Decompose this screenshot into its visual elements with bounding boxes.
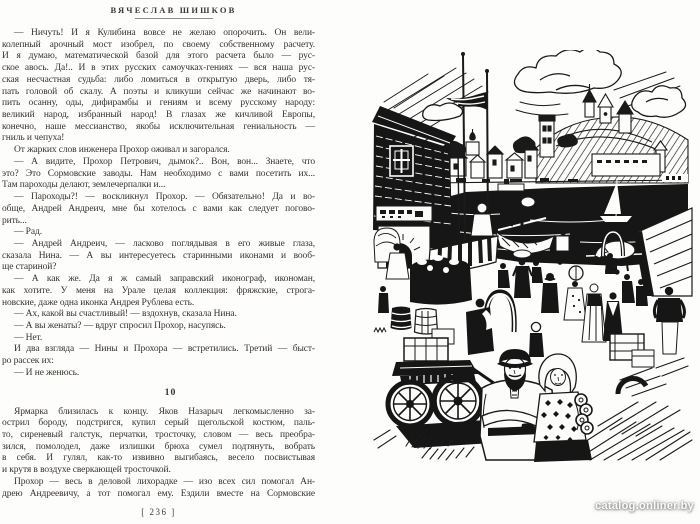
text-line: — А как же. Да я ж самый заправский иконограф, икономан, bbox=[14, 274, 315, 285]
page-number: [ 236 ] bbox=[141, 507, 176, 517]
text-line: сказала Нина. — А вы интересуетесь старинными иконами и вооб- bbox=[2, 250, 315, 261]
text-line: дрею Андреевичу, а тот помогал ему. Ездили вместе на Сормовские bbox=[2, 488, 315, 499]
text-line: Ярмарка близилась к концу. Яков Назарыч легкомысленно за- bbox=[14, 406, 315, 417]
paragraph bbox=[2, 145, 315, 157]
body-text bbox=[2, 28, 315, 500]
paragraph bbox=[2, 239, 315, 274]
text-line: ще стариной? bbox=[2, 262, 57, 273]
fair-illustration bbox=[370, 50, 694, 462]
text-line: — Ах, какой вы счастливый! — вздохнув, сказала Нина. bbox=[14, 309, 237, 320]
text-line: гниль и чепуха! bbox=[2, 133, 65, 144]
text-line: конечно, наше мессианство, якобы исключительная гениальность — bbox=[2, 121, 315, 132]
text-line: ская несчастная судьба: либо ломиться в открытую дверь, либо тя- bbox=[2, 74, 315, 85]
paragraph bbox=[2, 192, 315, 227]
paragraph bbox=[2, 28, 315, 145]
text-line: — А вы женаты? — вдруг спросил Прохор, насупясь. bbox=[14, 320, 226, 331]
paragraph bbox=[2, 321, 315, 333]
text-line: — Андрей Андреич, — ласково поглядывая в его живые глаза, bbox=[14, 238, 315, 249]
text-line: И я думаю, математической базой для этого расчета было — рус- bbox=[2, 51, 315, 62]
text-line: Там пароходы делают, землечерпалки и... bbox=[2, 180, 166, 191]
section-heading: 10 bbox=[164, 387, 177, 399]
paragraph bbox=[2, 274, 315, 309]
text-line: новские, даже одна иконка Андрея Рублева есть. bbox=[2, 297, 195, 308]
paragraph bbox=[2, 407, 315, 477]
text-line: — А видите, Прохор Петрович, дымок?.. Вон, вон... Знаете, что bbox=[14, 156, 315, 167]
text-line: И два взгляда — Нины и Прохора — встретились. Третий — быст- bbox=[14, 344, 315, 355]
text-line: это? Это Сормовские заводы. Нам необходимо с вами посетить их... bbox=[2, 168, 315, 179]
text-line: — И не женюсь. bbox=[14, 367, 80, 378]
text-line: — Пароходы?! — воскликнул Прохор. — Обязательно! Да и во- bbox=[14, 192, 315, 203]
paragraph bbox=[2, 368, 315, 380]
text-line: — Нет. bbox=[14, 332, 43, 343]
text-line: Прохор — весь в деловой лихорадке — изо всех сил помогал Ан- bbox=[14, 476, 315, 487]
paragraph bbox=[2, 477, 315, 500]
woman-in-kerchief bbox=[534, 354, 593, 462]
text-line: От жарких слов инженера Прохор оживал и загорался. bbox=[14, 145, 230, 156]
text-line: великий народ, избранный народ! В глазах же кичливой Европы, bbox=[2, 110, 315, 121]
text-line: пать головой об скалу. А поэты и кликуши сейчас же начинают во- bbox=[2, 86, 315, 97]
text-line: — Рад. bbox=[14, 227, 42, 238]
crates bbox=[610, 334, 654, 394]
header-rule bbox=[135, 18, 213, 19]
text-line: ро рассек их: bbox=[2, 356, 54, 367]
paragraph bbox=[2, 309, 315, 321]
text-line: ское авось. Да!.. И в этих русских самоучках-гениях — вся наша рус- bbox=[2, 63, 315, 74]
text-line: пить осанну, оды, дифирамбы и гениям и всему русскому народу: bbox=[2, 98, 315, 109]
text-line: то, сиреневый галстук, перчатки, тросточку, словом — весь преобра- bbox=[2, 430, 315, 440]
text-line: колепный арочный мост изобрел, по своему собственному расчету. bbox=[2, 39, 315, 50]
text-line: обще, Андрей Андреич, мне бы хотелось с вами как следует погово- bbox=[2, 203, 315, 214]
watermark: catalog.onliner.by bbox=[595, 500, 694, 512]
running-header: ВЯЧЕСЛАВ ШИШКОВ bbox=[110, 5, 237, 15]
text-line: — Ничуть! И я Кулибина вовсе не желаю опорочить. Он вели- bbox=[14, 28, 315, 38]
text-line: рить... bbox=[2, 215, 27, 226]
text-line: как хотите. У меня на Урале целая коллекция: фряжские, строга- bbox=[2, 285, 315, 296]
text-line: в себя. И гулял, как-то извивно выгибаясь, весело посвистывая bbox=[2, 453, 315, 464]
text-line: острил бороду, подстригся, купил серый щегольской костюм, паль- bbox=[2, 418, 315, 429]
paragraph bbox=[2, 333, 315, 345]
paragraph bbox=[2, 157, 315, 192]
text-line: зился, помолодел, даже излишки брюха сумел подтянуть, вобрать bbox=[2, 441, 315, 452]
left-page bbox=[2, 5, 315, 500]
paragraph bbox=[2, 344, 315, 367]
paragraph bbox=[2, 227, 315, 239]
text-line: и крутя в воздухе сверкающей тросточкой. bbox=[2, 465, 171, 476]
